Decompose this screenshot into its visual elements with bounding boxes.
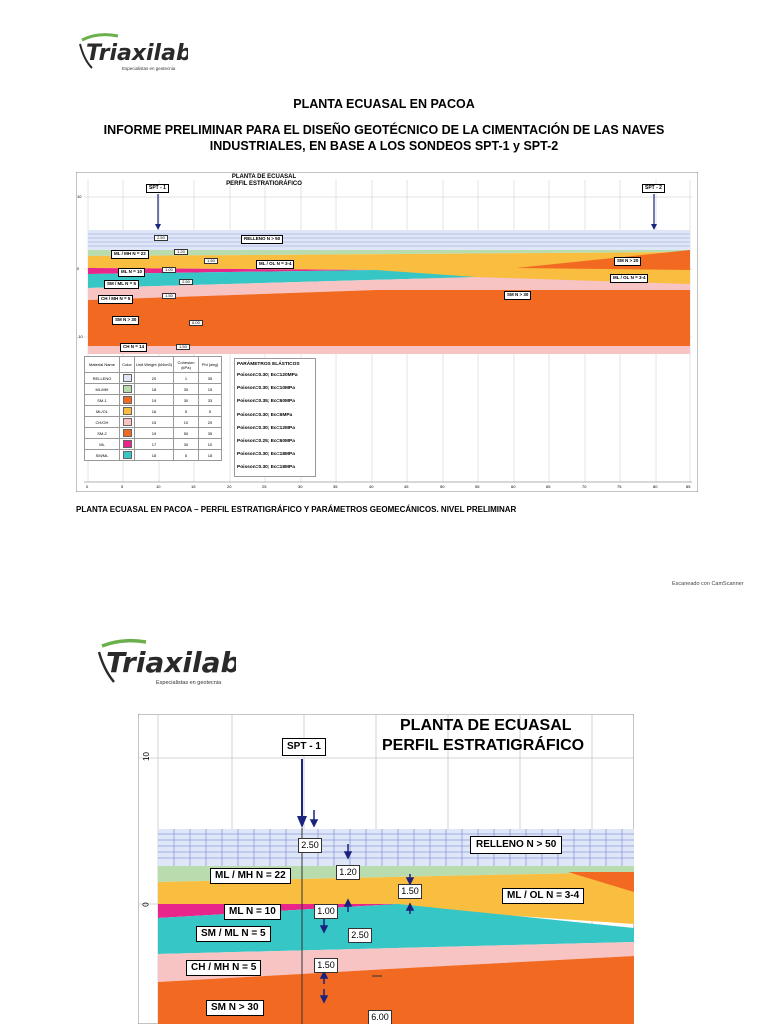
legend-uw: 20 [135,373,174,384]
thickness-label: 1.50 [204,258,218,264]
spt1-label: SPT - 1 [146,184,169,193]
triaxilab-logo-icon [96,636,236,690]
legend-row [85,450,222,461]
page2-logo [96,636,236,690]
thickness-label: 2.50 [154,235,168,241]
x-tick: 75 [617,484,622,489]
x-tick: 60 [511,484,516,489]
x-tick: 65 [546,484,551,489]
x-tick: 20 [227,484,232,489]
thickness-label: 1.20 [174,249,188,255]
legend-row [85,395,222,406]
material-legend-table [84,356,222,461]
layer-label-mlol: ML / OL N = 3-4 [502,888,584,904]
layer-label-relleno: RELLENO N > 50 [241,235,283,244]
legend-uw: 17 [135,439,174,450]
layer-label-sm-right: SM N > 20 [614,257,641,266]
elastic-row: Poisson=0.30; Eo=12MPa [237,425,295,431]
elastic-parameters [234,358,316,477]
y-tick: 0 [77,266,80,271]
triaxilab-logo-icon [78,30,188,76]
thickness-label: 2.50 [179,279,193,285]
legend-swatch [123,385,132,393]
y-tick: 10 [77,194,82,199]
stratigraphic-profile-figure-zoom [138,714,634,1024]
logo-tagline: Especialistas en geotecnia [156,680,222,686]
legend-row [85,384,222,395]
spt2-label: SPT - 2 [642,184,665,193]
thickness-label: 2.50 [298,838,322,853]
figure-title-line2: PERFIL ESTRATIGRÁFICO [226,181,302,187]
legend-uw: 18 [135,384,174,395]
legend-name: SM-2 [85,428,120,439]
spt1-label: SPT - 1 [282,738,326,756]
legend-header: Unit Weight (kN/m3) [135,357,174,373]
legend-coh: 10 [174,417,199,428]
layer-label-ch: CH N = 14 [120,343,147,352]
thickness-label: 1.20 [336,865,360,880]
figure-title [204,174,324,188]
legend-coh: 30 [174,439,199,450]
elastic-row: Poisson=0.25; Eo=60MPa [237,439,295,445]
legend-swatch [123,429,132,437]
thickness-label: 1.50 [314,958,338,973]
legend-swatch [123,451,132,459]
legend-header: Phi (deg) [199,357,222,373]
layer-label-mlol-right: ML / OL N = 3-4 [610,274,648,283]
legend-phi: 10 [199,439,222,450]
legend-row [85,439,222,450]
figure-title-line1: PLANTA DE ECUASAL [231,174,297,180]
legend-swatch [123,418,132,426]
thickness-label: 1.50 [176,344,190,350]
layer-label-mlmh: ML / MH N = 22 [111,250,149,259]
x-tick: 45 [404,484,409,489]
layer-label-sm: SM N > 30 [112,316,139,325]
x-tick: 25 [262,484,267,489]
y-tick: 0 [141,902,151,907]
thickness-label: 1.50 [398,884,422,899]
layer-label-smml: SM / ML N = 5 [196,926,271,942]
legend-coh: 1 [174,373,199,384]
legend-header: Cohesion (kPa) [174,357,199,373]
layer-label-mlmh: ML / MH N = 22 [210,868,291,884]
legend-name: RELLENO [85,373,120,384]
logo-tagline: Especialistas en geotecnia [122,66,176,71]
layer-label-smml: SM / ML N = 5 [104,280,139,289]
legend-uw: 15 [135,417,174,428]
thickness-label: 1.50 [162,293,176,299]
legend-uw: 18 [135,450,174,461]
legend-header: Material Name [85,357,120,373]
thickness-label: 2.50 [348,928,372,943]
y-tick: -10 [77,334,83,339]
legend-swatch [123,396,132,404]
legend-phi: 33 [199,395,222,406]
material-legend [84,356,222,461]
legend-name: ML/MH [85,384,120,395]
x-tick: 80 [653,484,658,489]
page1-logo [78,30,188,76]
elastic-row: Poisson=0.30; Eo=120MPa [237,373,298,378]
legend-phi: 5 [199,406,222,417]
elastic-row: Poisson=0.30; Eo=6MPa [237,412,293,418]
x-tick: 85 [686,484,691,489]
x-tick: 5 [121,484,124,489]
figure-caption: PLANTA ECUASAL EN PACOA – PERFIL ESTRATIGRÁFICO Y PARÁMETROS GEOMECÁNICOS. NIVEL PRELIMINAR [76,505,517,514]
page-title: PLANTA ECUASAL EN PACOA [293,97,475,111]
x-tick: 40 [369,484,374,489]
logo-brand: Triaxilab [106,646,236,679]
legend-uw: 16 [135,406,174,417]
legend-uw: 19 [135,428,174,439]
layer-label-ml: ML N = 10 [118,268,145,277]
legend-coh: 30 [174,384,199,395]
logo-brand: Triaxilab [86,41,188,66]
legend-row [85,373,222,384]
stratigraphic-profile-figure [76,172,698,492]
x-tick: 70 [582,484,587,489]
page-subtitle: INFORME PRELIMINAR PARA EL DISEÑO GEOTÉCNICO DE LA CIMENTACIÓN DE LAS NAVES INDUSTRIALES, EN BASE A LOS SONDEOS SPT-1 y SPT-2 [103,123,665,153]
elastic-row: Poisson=0.30; Eo=18MPa [237,452,295,458]
legend-name: CH/OH [85,417,120,428]
legend-name: ML/OL [85,406,120,417]
layer-label-mlol: ML / OL N = 3-4 [256,260,294,269]
legend-phi: 18 [199,450,222,461]
layer-label-sm: SM N > 30 [206,1000,264,1016]
thickness-label: 6.00 [368,1010,392,1024]
legend-phi: 35 [199,373,222,384]
figure-title [382,716,584,756]
legend-swatch [123,440,132,448]
legend-phi: 35 [199,428,222,439]
scanner-note: Escaneado con CamScanner [672,581,744,587]
legend-header: Color [120,357,135,373]
figure-title-line2: PERFIL ESTRATIGRÁFICO [382,737,585,754]
x-tick: 55 [475,484,480,489]
x-tick: 0 [86,484,89,489]
layer-label-sm-mid: SM N > 30 [504,291,531,300]
x-tick: 35 [333,484,338,489]
layer-label-ml: ML N = 10 [224,904,281,920]
elastic-row: Poisson=0.30; Eo=10MPa [237,386,295,392]
layer-label-chmh: CH / MH N = 5 [98,295,133,304]
legend-uw: 19 [135,395,174,406]
layer-label-relleno: RELLENO N > 50 [470,836,562,854]
elastic-header: PARÁMETROS ELÁSTICOS [237,362,300,367]
legend-swatch [123,374,132,382]
figure-title-line1: PLANTA DE ECUASAL [400,717,572,734]
legend-coh: 30 [174,395,199,406]
legend-row [85,406,222,417]
elastic-row: Poisson=0.35; Eo=60MPa [237,399,295,405]
thickness-label: 1.00 [314,904,338,919]
legend-phi: 15 [199,384,222,395]
elastic-row: Poisson=0.30; Eo=18MPa [237,465,295,471]
legend-name: SM-1 [85,395,120,406]
legend-name: SM/ML [85,450,120,461]
legend-coh: 5 [174,450,199,461]
legend-swatch [123,407,132,415]
y-tick: 10 [141,752,151,761]
legend-name: ML [85,439,120,450]
layer-label-chmh: CH / MH N = 5 [186,960,261,976]
x-tick: 15 [191,484,196,489]
thickness-label: 6.00 [189,320,203,326]
legend-phi: 20 [199,417,222,428]
x-tick: 50 [440,484,445,489]
legend-row [85,428,222,439]
thickness-label: 1.00 [162,267,176,273]
x-tick: 10 [156,484,161,489]
legend-coh: 50 [174,428,199,439]
x-tick: 30 [298,484,303,489]
legend-coh: 5 [174,406,199,417]
legend-row [85,417,222,428]
